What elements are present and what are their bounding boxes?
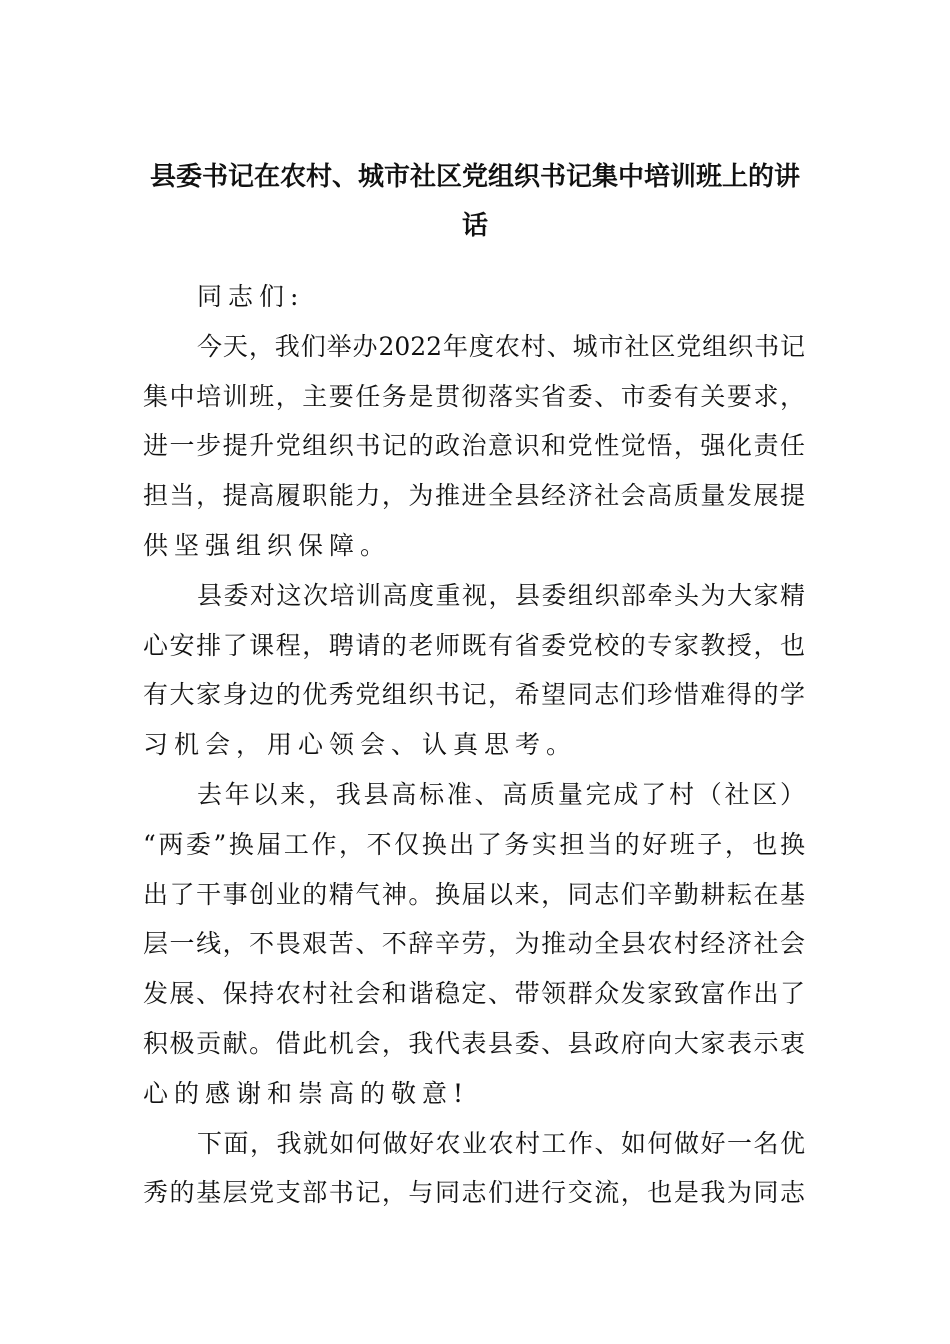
paragraph-4-line: “两委”换届工作，不仅换出了务实担当的好班子，也换	[143, 829, 805, 859]
paragraph-4-line: 去年以来，我县高标准、高质量完成了村（社区）	[197, 779, 805, 809]
document-body	[143, 272, 805, 1218]
paragraph-2-line: 集中培训班，主要任务是贯彻落实省委、市委有关要求，	[143, 381, 805, 411]
paragraph-5-line: 秀的基层党支部书记，与同志们进行交流，也是我为同志	[143, 1178, 805, 1208]
paragraph-4-line: 发展、保持农村社会和谐稳定、带领群众发家致富作出了	[143, 979, 805, 1009]
paragraph-2-line: 进一步提升党组织书记的政治意识和党性觉悟，强化责任	[143, 431, 805, 461]
paragraph-4-line: 出了干事创业的精气神。换届以来，同志们辛勤耕耘在基	[143, 879, 805, 909]
paragraph-4-line: 心的感谢和崇高的敬意!	[143, 1078, 470, 1108]
paragraph-5-line: 下面，我就如何做好农业农村工作、如何做好一名优	[197, 1128, 805, 1158]
document-title-line-2: 话	[461, 211, 488, 241]
paragraph-1-line: 同志们:	[197, 282, 305, 311]
paragraph-3-line: 县委对这次培训高度重视，县委组织部牵头为大家精	[197, 580, 805, 610]
paragraph-3-line: 习机会，用心领会、认真思考。	[143, 730, 578, 760]
document-title-line-1: 县委书记在农村、城市社区党组织书记集中培训班上的讲	[149, 162, 800, 192]
paragraph-2-line: 供坚强组织保障。	[143, 530, 392, 560]
paragraph-3-line: 心安排了课程，聘请的老师既有省委党校的专家教授，也	[143, 630, 805, 660]
paragraph-2-line: 担当，提高履职能力，为推进全县经济社会高质量发展提	[143, 481, 805, 511]
paragraph-3-line: 有大家身边的优秀党组织书记，希望同志们珍惜难得的学	[143, 680, 805, 710]
paragraph-2-line: 今天，我们举办2022年度农村、城市社区党组织书记	[197, 331, 805, 361]
paragraph-4-line: 层一线，不畏艰苦、不辞辛劳，为推动全县农村经济社会	[143, 929, 805, 959]
paragraph-4-line: 积极贡献。借此机会，我代表县委、县政府向大家表示衷	[143, 1028, 805, 1058]
